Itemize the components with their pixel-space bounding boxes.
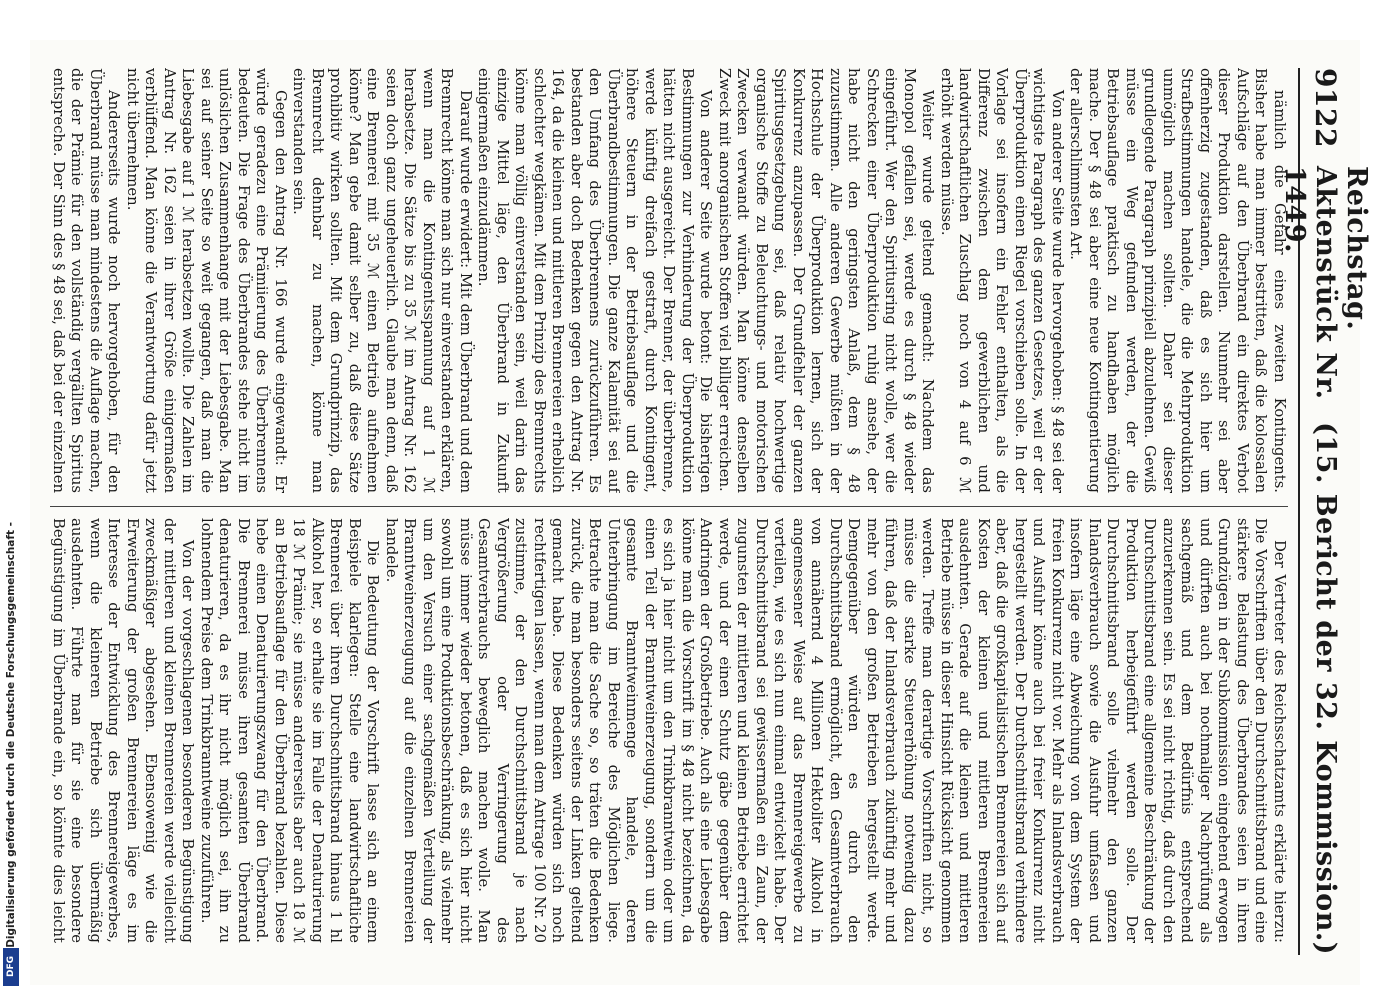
left-column <box>50 68 1288 493</box>
header-title: Reichstag. Aktenstück Nr. 1449. <box>1279 165 1373 400</box>
dfg-logo <box>3 948 19 986</box>
column-divider <box>50 506 1288 507</box>
scanned-page <box>30 40 1373 985</box>
paragraph: Weiter wurde geltend gemacht: Nachdem das Monopol gefallen sei, werde es durch § 48 wieder eingeführt. Wer den Spiritusring nicht wolle, wer die Schrecken einer Überproduktion ruhig ansehe, der habe nicht den geringsten Anlaß, dem § 48 zuzustimmen. Alle anderen Gewerbe müßten in der Hochschule der Überproduktion lernen, sich der Konkurrenz anzupassen. Der Grundfehler der ganzen Spiritusgesetzgebung sei, daß relativ hochwertige organische Stoffe zu Beleuchtungs- und motorischen Zwecken verwandt würden. Man könne denselben Zweck mit anorganischen Stoffen viel billiger erreichen. <box>716 68 937 493</box>
paragraph: Von anderer Seite wurde betont: Die bisherigen Bestimmungen zur Verhinderung der Überproduktion hätten nicht ausgereicht. Der Brenner, der überbrenne, werde künftig dreifach gestraft, durch Kontingent, höhere Steuern in der Betriebsauflage und die Überbrandbestimmungen. Die ganze Kalamität sei auf den Umfang des Überbrennens zurückzuführen. Es bestanden aber doch Bedenken gegen den Antrag Nr. 164, da die kleinen und mittleren Brennereien erheblich schlechter wegkämen. Mit dem Prinzip des Brennrechts könne man völlig einverstanden sein, weil darin das einzige Mittel läge, den Überbrand in Zukunft einigermaßen einzudämmen. <box>475 68 715 493</box>
paragraph: Andererseits wurde noch hervorgehoben, für den Überbrand müsse man mindestens die Auflage machen, die der Prämie für den vollständig vergällten Spiritus entspreche. Der Sinn des § 48 sei, daß bei der einzelnen <box>50 68 123 493</box>
page-content <box>30 40 1373 985</box>
paragraph: Darauf wurde erwidert: Mit dem Überbrand und dem Brennrecht könne man sich nur einverstanden erklären, wenn man die Kontingentsspannung auf 1 ℳ herabsetze. Die Sätze bis zu 35 ℳ im Antrag Nr. 162 seien doch ganz ungeheuerlich. Glaube man denn, daß eine Brennerei mit 35 ℳ einen Betrieb aufnehmen könne? Man gebe damit selber zu, daß diese Sätze prohibitiv wirken sollten. Mit dem Grundprinzip, das Brennrecht dehnbar zu machen, könne man einverstanden sein. <box>290 68 474 493</box>
header-suffix: (15. Bericht der 32. Kommission.) <box>1310 422 1342 955</box>
credit-text: Digitalisierung gefördert durch die Deutsche Forschungsgemeinschaft - <box>5 522 17 948</box>
running-header <box>1279 68 1373 955</box>
paragraph: Von anderer Seite wurde hervorgehoben: § 48 sei der wichtigste Paragraph des ganzen Gesetzes, weil er der Überproduktion einen Riegel vorschieben solle. In der Vorlage sei insofern ein Fehler enthalten, als die Differenz zwischen dem gewerblichen und landwirtschaftlichen Zuschlag noch von 4 auf 6 ℳ erhöht werden müsse. <box>938 68 1066 493</box>
paragraph: Die Bedeutung der Vorschrift lasse sich an einem Beispiele klarlegen: Stelle eine landwirtschaftliche Brennerei über ihren Durchschnittsbrand hinaus 1 hl Alkohol her, so erhalte sie im Falle der Denaturierung 18 ℳ Prämie; sie müsse andererseits aber auch 18 ℳ an Betriebsauflage für den Überbrand bezahlen. Diese hebe einen Denaturierungszwang für den Überbrand. Die Brennerei müsse ihren gesamten Überbrand denaturieren, da es ihr nicht möglich sei, ihn zu lohnendem Preise dem Trinkbranntweine zuzuführen. <box>198 518 382 943</box>
digitization-credit <box>2 10 20 990</box>
paragraph: nämlich die Gefahr eines zweiten Kontingents. Bisher habe man immer bestritten, daß die kolossalen Aufschläge auf den Überbrand ein direktes Verbot dieser Produktion darstellen. Nunmehr sei aber offenherzig zugestanden, daß es sich hier um Strafbestimmungen handele, die die Mehrproduktion unmöglich machen sollten. Daher sei dieser grundlegende Paragraph prinzipiell abzulehnen. Gewiß müsse ein Weg gefunden werden, der die Betriebsauflage praktisch zu handhaben möglich mache. Der § 48 sei aber eine neue Kontingentierung der allerschlimmsten Art. <box>1067 68 1288 493</box>
right-column <box>50 518 1288 943</box>
paragraph: Der Vertreter des Reichsschatzamts erklärte hierzu: Die Vorschriften über den Durchschnittsbrand und eine stärkere Belastung des Überbrandes seien in ihren Grundzügen in der Subkommission eingehend erwogen und dürften auch bei nochmaliger Nachprüfung als sachgemäß und dem Bedürfnis entsprechend anzuerkennen sein. Es sei nicht richtig, daß durch den Durchschnittsbrand eine allgemeine Beschränkung der Produktion herbeigeführt werden solle. Der Durchschnittsbrand solle vielmehr den ganzen Inlandsverbrauch sowie die Ausfuhr umfassen und insofern läge eine Abweichung von dem System der freien Konkurrenz nicht vor. Mehr als Inlandsverbrauch und Ausfuhr könne auch bei freier Konkurrenz nicht hergestellt werden. Der Durchschnittsbrand verhindere aber, daß die großkapitalistischen Brennereien sich auf Kosten der kleinen und mittleren Brennereien ausdehnten. Gerade auf die kleinen und mittleren Betriebe müsse in dieser Hinsicht Rücksicht genommen werden. Treffe man derartige Vorschriften nicht, so müsse die starke Steuererhöhung notwendig dazu führen, daß der Inlandsverbrauch zukünftig mehr und mehr von den großen Betrieben hergestellt werde. Demgegenüber würden es durch den Durchschnittsbrand ermöglicht, den Gesamtverbrauch von annähernd 4 Millionen Hektoliter Alkohol in angemessener Weise auf das Brennereigewerbe zu verteilen, wie es sich nun einmal entwickelt habe. Der Durchschnittsbrand sei gewissermaßen ein Zaun, der zugunsten der mittleren und kleinen Betriebe errichtet werde, und der einen Schutz gäbe gegenüber dem Andringen der Großbetriebe. Auch als eine Liebesgabe könne man die Vorschrift im § 48 nicht bezeichnen, da es sich ja hier nicht um den Trinkbranntwein oder um einen Teil der Branntweinerzeugung, sondern um die gesamte Branntweinmenge handele, deren Unterbringung im Bereiche des Möglichen liege. Betrachte man die Sache so, so träten die Bedenken zurück, die man besonders seitens der Linken geltend gemacht habe. Diese Bedenken würden sich noch rechtfertigen lassen, wenn man dem Antrage 100 Nr. 20 zustimme, der den Durchschnittsbrand je nach Vergrößerung oder Verringerung des Gesamtverbrauchs beweglich machen wolle. Man müsse immer wieder betonen, daß es sich hier nicht sowohl um eine Produktionsbeschränkung, als vielmehr um den Versuch einer sachgemäßen Verteilung der Branntweinerzeugung auf die einzelnen Brennereien handele. <box>383 518 1288 943</box>
paragraph: Gegen den Antrag Nr. 166 wurde eingewandt: Er würde geradezu eine Prämiierung des Überbrennens bedeuten. Die Frage des Überbrandes stehe nicht im unlöslichen Zusammenhange mit der Liebesgabe. Man sei auf seiner Seite so weit gegangen, daß man die Liebesgabe auf 1 ℳ herabsetzen wollte. Die Zahlen im Antrag Nr. 162 seien in ihrer Größe einigermaßen verblüffend. Man könne die Verantwortung dafür jetzt nicht übernehmen. <box>124 68 289 493</box>
paragraph: Von der vorgeschlagenen besonderen Begünstigung der mittleren und kleinen Brennereien werde vielleicht zweckmäßiger abgesehen. Ebensowenig wie die Erweiterung der großen Brennereien läge es im Interesse der Entwicklung des Brennereigewerbes, wenn die kleineren Betriebe sich übermäßig ausdehnten. Führte man für sie eine besondere Begünstigung im Überbrande ein, so könnte dies leicht <box>50 518 197 943</box>
page-number: 9122 <box>1309 68 1343 148</box>
dfg-logo-text: DFG <box>6 956 16 978</box>
